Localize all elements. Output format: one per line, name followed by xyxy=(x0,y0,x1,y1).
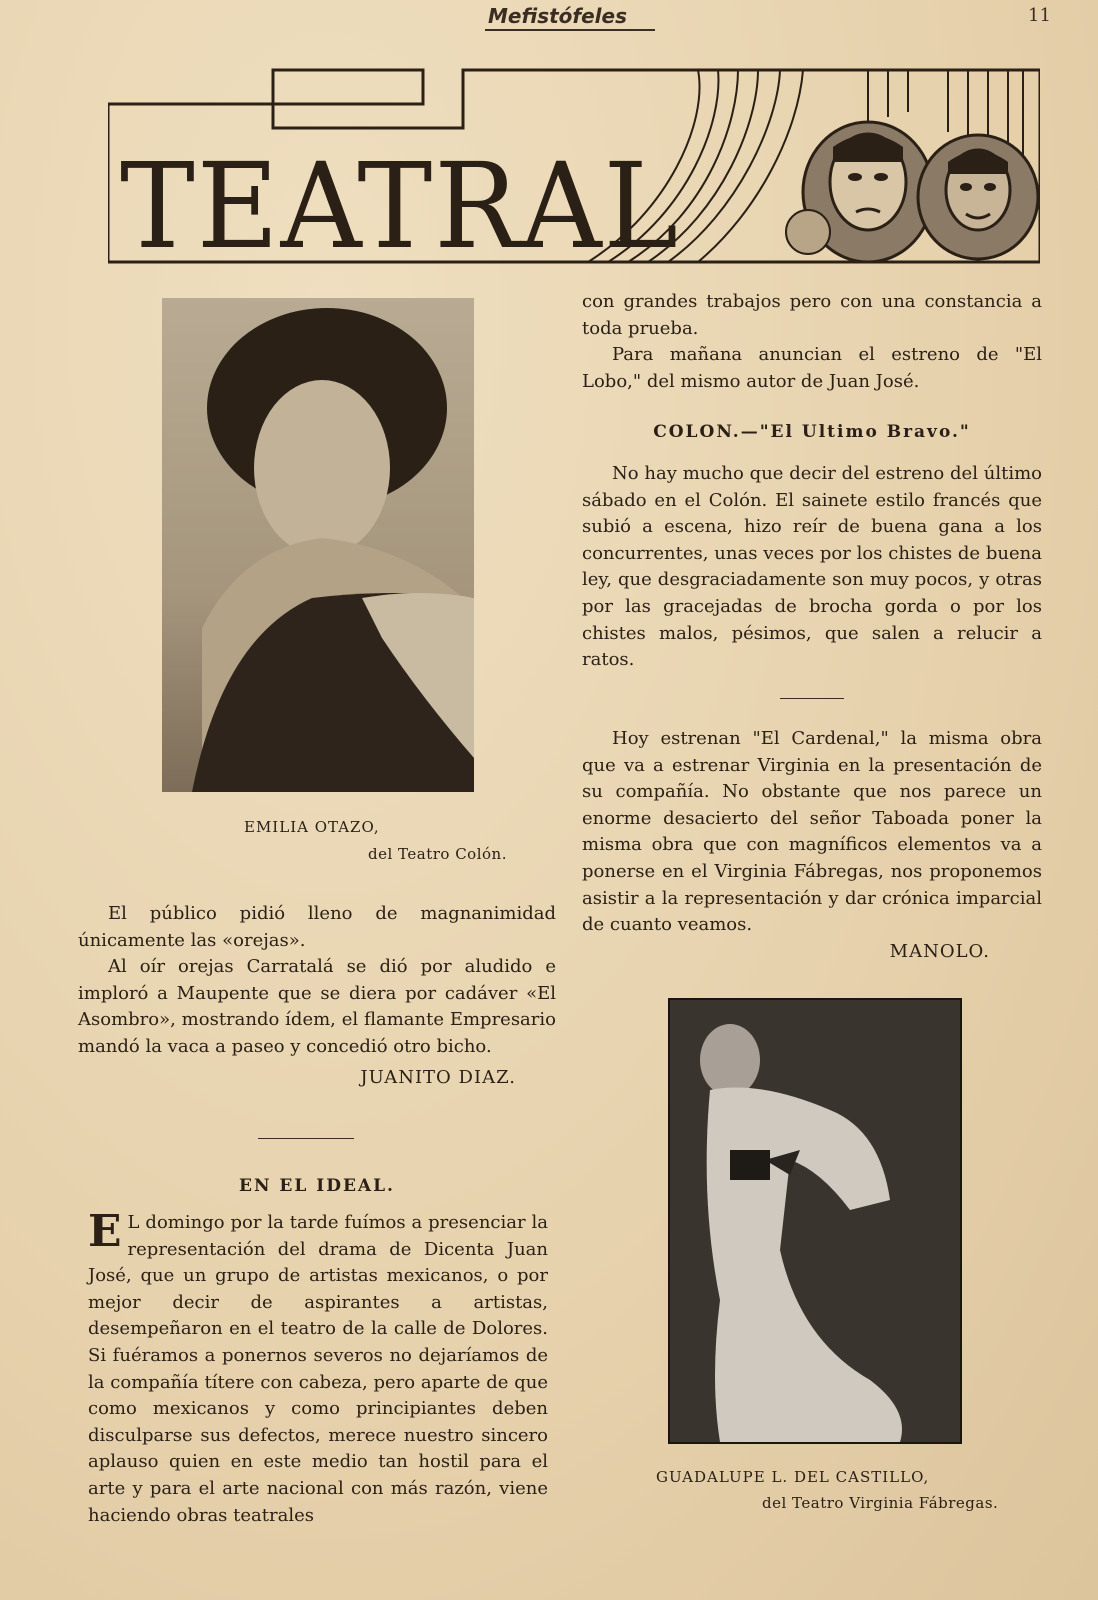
portrait-photo-guadalupe xyxy=(668,998,962,1444)
teatral-banner xyxy=(108,62,1040,268)
paragraph: E L domingo por la tarde fuímos a presenciar la representación del drama de Dicenta Juan José, que un grupo de artistas mexicanos, o por mejor decir de aspirantes a artistas, desempeñaron en el teatro de la calle de Dolores. Si fuéramos a ponernos severos no dejaríamos de la compañía títere con cabeza, pero aparte de que como mexicanos y como principiantes deben disculparse sus defectos, merece nuestro sincero aplauso quien en este medio tan hostil para el arte y para el arte nacional con más razón, viene haciendo obras teatrales xyxy=(88,1206,548,1526)
right-text-column xyxy=(582,289,1042,395)
section-divider xyxy=(780,698,844,699)
dropcap: E xyxy=(88,1206,122,1257)
banner-title: TEATRAL xyxy=(120,137,680,268)
paragraph: Para mañana anuncian el estreno de "El Lobo," del mismo autor de Juan José. xyxy=(582,344,1042,392)
paragraph: Al oír orejas Carratalá se dió por aludido e imploró a Maupente que se diera por cadáver «El Asombro», mostrando ídem, el flamante Empresario mandó la vaca a paseo y concedió otro bicho. xyxy=(78,956,556,1057)
page-number: 11 xyxy=(1028,5,1051,26)
photo-caption-name: GUADALUPE L. DEL CASTILLO, xyxy=(656,1468,930,1486)
paragraph: Hoy estrenan "El Cardenal," la misma obra que va a estrenar Virginia en la presentación de su compañía. No obstante que nos parece un enorme desacierto del señor Taboada poner la misma obra que con magníficos elementos va a ponerse en el Virginia Fábregas, nos proponemos asistir a la representación y dar crónica imparcial de cuanto veamos. xyxy=(582,728,1042,936)
section-divider xyxy=(258,1138,354,1139)
paragraph: No hay mucho que decir del estreno del último sábado en el Colón. El sainete estilo francés que subió a escena, hizo reír de buena gana a los concurrentes, unas veces por los chistes de buena ley, que desgraciadamente son muy pocos, y otras por las gracejadas de brocha gorda o por los chistes malos, pésimos, que salen a relucir a ratos. xyxy=(582,463,1042,671)
left-section-text xyxy=(88,1206,548,1529)
signature: JUANITO DIAZ. xyxy=(360,1066,516,1088)
photo-caption-theatre: del Teatro Colón. xyxy=(368,845,507,863)
section-heading: EN EL IDEAL. xyxy=(239,1176,395,1196)
left-text-column xyxy=(78,901,556,1091)
signature: MANOLO. xyxy=(889,940,990,962)
portrait-photo-emilia-otazo xyxy=(162,298,474,792)
portrait-emilia-icon xyxy=(162,298,474,792)
portrait-guadalupe-icon xyxy=(670,1000,960,1442)
right-text-column-3 xyxy=(582,726,1042,965)
paragraph: El público pidió lleno de magnanimidad únicamente las «orejas». xyxy=(78,903,556,951)
photo-caption-theatre: del Teatro Virginia Fábregas. xyxy=(762,1494,999,1512)
paragraph: con grandes trabajos pero con una constancia a toda prueba. xyxy=(582,291,1042,339)
photo-caption-name: EMILIA OTAZO, xyxy=(244,818,380,836)
theatre-masks-icon xyxy=(786,122,1038,262)
masthead-rule xyxy=(485,29,655,31)
masthead: Mefistófeles xyxy=(488,4,628,28)
section-heading: COLON.—"El Ultimo Bravo." xyxy=(653,422,971,442)
right-text-column-2 xyxy=(582,461,1042,674)
